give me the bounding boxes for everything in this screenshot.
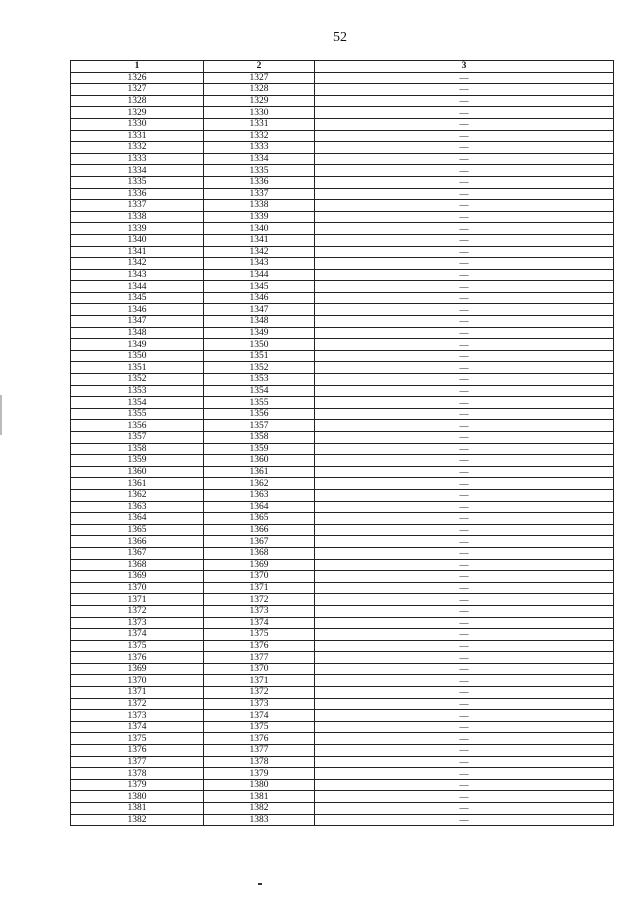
table-cell-col2: 1352: [204, 362, 315, 374]
table-cell-col2: 1383: [204, 814, 315, 826]
table-cell-col2: 1356: [204, 408, 315, 420]
table-cell-col2: 1358: [204, 432, 315, 444]
table-cell-col1: 1343: [71, 269, 204, 281]
table-cell-col3: —: [315, 374, 614, 386]
table-cell-col3: —: [315, 571, 614, 583]
table-row: [71, 420, 614, 432]
table-cell-col3: —: [315, 675, 614, 687]
table-row: [71, 652, 614, 664]
table-cell-col2: 1363: [204, 489, 315, 501]
table-cell-col2: 1376: [204, 640, 315, 652]
table-row: [71, 234, 614, 246]
table-row: [71, 629, 614, 641]
table-cell-col2: 1366: [204, 524, 315, 536]
table-cell-col2: 1374: [204, 710, 315, 722]
table-row: [71, 501, 614, 513]
table-cell-col2: 1332: [204, 130, 315, 142]
table-cell-col3: —: [315, 617, 614, 629]
table-cell-col3: —: [315, 327, 614, 339]
table-cell-col1: 1326: [71, 72, 204, 84]
table-cell-col2: 1378: [204, 756, 315, 768]
table-cell-col3: —: [315, 153, 614, 165]
table-cell-col1: 1364: [71, 513, 204, 525]
table-cell-col3: —: [315, 211, 614, 223]
table-row: [71, 698, 614, 710]
table-cell-col2: 1360: [204, 455, 315, 467]
table-cell-col1: 1327: [71, 84, 204, 96]
table-cell-col2: 1353: [204, 374, 315, 386]
table-cell-col3: —: [315, 107, 614, 119]
scan-edge-mark: [0, 395, 2, 435]
footer-mark: [258, 883, 262, 885]
table-cell-col3: —: [315, 640, 614, 652]
table-cell-col2: 1351: [204, 350, 315, 362]
table-cell-col2: 1361: [204, 466, 315, 478]
table-cell-col1: 1337: [71, 200, 204, 212]
table-cell-col1: 1342: [71, 258, 204, 270]
table-cell-col1: 1355: [71, 408, 204, 420]
table-cell-col3: —: [315, 118, 614, 130]
table-cell-col1: 1376: [71, 652, 204, 664]
table-cell-col2: 1336: [204, 176, 315, 188]
table-row: [71, 176, 614, 188]
table-cell-col1: 1338: [71, 211, 204, 223]
table-cell-col1: 1362: [71, 489, 204, 501]
table-row: [71, 200, 614, 212]
table-cell-col1: 1363: [71, 501, 204, 513]
table-cell-col2: 1375: [204, 629, 315, 641]
table-row: [71, 803, 614, 815]
table-cell-col1: 1382: [71, 814, 204, 826]
table-cell-col2: 1368: [204, 547, 315, 559]
table-cell-col3: —: [315, 281, 614, 293]
table-row: [71, 663, 614, 675]
table-cell-col1: 1333: [71, 153, 204, 165]
table-cell-col1: 1339: [71, 223, 204, 235]
table-cell-col2: 1340: [204, 223, 315, 235]
table-cell-col3: —: [315, 165, 614, 177]
table-cell-col1: 1374: [71, 629, 204, 641]
table-cell-col3: —: [315, 72, 614, 84]
table-cell-col2: 1379: [204, 768, 315, 780]
table-cell-col1: 1353: [71, 385, 204, 397]
table-row: [71, 142, 614, 154]
table-cell-col1: 1328: [71, 95, 204, 107]
table-cell-col1: 1376: [71, 745, 204, 757]
table-cell-col2: 1333: [204, 142, 315, 154]
table-cell-col2: 1338: [204, 200, 315, 212]
table-row: [71, 571, 614, 583]
table-cell-col3: —: [315, 223, 614, 235]
table-cell-col1: 1341: [71, 246, 204, 258]
table-cell-col2: 1370: [204, 663, 315, 675]
table-cell-col3: —: [315, 698, 614, 710]
table-cell-col3: —: [315, 733, 614, 745]
table-cell-col3: —: [315, 304, 614, 316]
table-cell-col2: 1374: [204, 617, 315, 629]
table-cell-col3: —: [315, 397, 614, 409]
table-cell-col3: —: [315, 501, 614, 513]
table-cell-col2: 1348: [204, 316, 315, 328]
table-row: [71, 130, 614, 142]
table-cell-col3: —: [315, 559, 614, 571]
table-row: [71, 779, 614, 791]
table-cell-col1: 1329: [71, 107, 204, 119]
table-row: [71, 443, 614, 455]
table-row: [71, 745, 614, 757]
table-cell-col3: —: [315, 339, 614, 351]
table-cell-col2: 1377: [204, 745, 315, 757]
table-cell-col3: —: [315, 84, 614, 96]
table-row: [71, 374, 614, 386]
table-row: [71, 559, 614, 571]
table-row: [71, 675, 614, 687]
table-cell-col2: 1339: [204, 211, 315, 223]
table-cell-col1: 1374: [71, 721, 204, 733]
table-cell-col2: 1331: [204, 118, 315, 130]
table-row: [71, 687, 614, 699]
table-cell-col3: —: [315, 362, 614, 374]
table-row: [71, 350, 614, 362]
table-cell-col1: 1349: [71, 339, 204, 351]
table-row: [71, 95, 614, 107]
table-row: [71, 223, 614, 235]
table-cell-col3: —: [315, 316, 614, 328]
table-cell-col2: 1337: [204, 188, 315, 200]
table-cell-col3: —: [315, 652, 614, 664]
page-number: 52: [333, 30, 347, 45]
table-cell-col3: —: [315, 803, 614, 815]
table-cell-col1: 1381: [71, 803, 204, 815]
column-header-3: 3: [315, 61, 614, 73]
table-cell-col1: 1373: [71, 710, 204, 722]
table-cell-col3: —: [315, 130, 614, 142]
table-cell-col1: 1348: [71, 327, 204, 339]
table-cell-col3: —: [315, 432, 614, 444]
table-cell-col3: —: [315, 721, 614, 733]
table-cell-col3: —: [315, 513, 614, 525]
table-row: [71, 768, 614, 780]
table-cell-col3: —: [315, 188, 614, 200]
table-cell-col2: 1327: [204, 72, 315, 84]
table-cell-col3: —: [315, 350, 614, 362]
table-cell-col1: 1377: [71, 756, 204, 768]
table-cell-col1: 1380: [71, 791, 204, 803]
table-cell-col3: —: [315, 594, 614, 606]
table-cell-col1: 1372: [71, 698, 204, 710]
table-cell-col1: 1334: [71, 165, 204, 177]
table-cell-col3: —: [315, 246, 614, 258]
table-row: [71, 408, 614, 420]
table-cell-col2: 1367: [204, 536, 315, 548]
table-cell-col3: —: [315, 745, 614, 757]
table-cell-col1: 1330: [71, 118, 204, 130]
table-cell-col1: 1359: [71, 455, 204, 467]
table-row: [71, 397, 614, 409]
table-cell-col2: 1382: [204, 803, 315, 815]
table-row: [71, 362, 614, 374]
table-cell-col1: 1352: [71, 374, 204, 386]
table-row: [71, 478, 614, 490]
table-cell-col3: —: [315, 779, 614, 791]
table-cell-col2: 1372: [204, 594, 315, 606]
table-row: [71, 165, 614, 177]
table-cell-col2: 1346: [204, 292, 315, 304]
table-row: [71, 547, 614, 559]
table-body: [71, 72, 614, 826]
table-cell-col2: 1371: [204, 582, 315, 594]
table-row: [71, 466, 614, 478]
table-cell-col1: 1350: [71, 350, 204, 362]
table-cell-col3: —: [315, 524, 614, 536]
table-cell-col3: —: [315, 142, 614, 154]
table-cell-col3: —: [315, 420, 614, 432]
table-cell-col2: 1370: [204, 571, 315, 583]
table-cell-col2: 1342: [204, 246, 315, 258]
table-cell-col2: 1375: [204, 721, 315, 733]
table-cell-col2: 1362: [204, 478, 315, 490]
table-row: [71, 721, 614, 733]
table-cell-col2: 1376: [204, 733, 315, 745]
table-cell-col1: 1356: [71, 420, 204, 432]
table-cell-col2: 1372: [204, 687, 315, 699]
table-cell-col2: 1369: [204, 559, 315, 571]
table-cell-col2: 1373: [204, 605, 315, 617]
table-cell-col2: 1364: [204, 501, 315, 513]
table-cell-col1: 1372: [71, 605, 204, 617]
table-row: [71, 327, 614, 339]
column-header-1: 1: [71, 61, 204, 73]
table-cell-col2: 1345: [204, 281, 315, 293]
table-row: [71, 258, 614, 270]
table-cell-col2: 1357: [204, 420, 315, 432]
table-cell-col1: 1370: [71, 675, 204, 687]
table-cell-col3: —: [315, 292, 614, 304]
table-row: [71, 455, 614, 467]
table-cell-col1: 1371: [71, 594, 204, 606]
table-cell-col1: 1344: [71, 281, 204, 293]
table-cell-col2: 1334: [204, 153, 315, 165]
table-cell-col2: 1377: [204, 652, 315, 664]
table-row: [71, 211, 614, 223]
table-cell-col3: —: [315, 455, 614, 467]
table-row: [71, 605, 614, 617]
column-header-2: 2: [204, 61, 315, 73]
table-cell-col3: —: [315, 547, 614, 559]
table-cell-col2: 1330: [204, 107, 315, 119]
table-row: [71, 281, 614, 293]
table-cell-col1: 1373: [71, 617, 204, 629]
table-cell-col2: 1335: [204, 165, 315, 177]
table-row: [71, 536, 614, 548]
table-cell-col3: —: [315, 443, 614, 455]
table-row: [71, 617, 614, 629]
table-cell-col1: 1351: [71, 362, 204, 374]
table-row: [71, 432, 614, 444]
table-cell-col3: —: [315, 466, 614, 478]
table-cell-col2: 1354: [204, 385, 315, 397]
table-cell-col2: 1328: [204, 84, 315, 96]
table-cell-col2: 1381: [204, 791, 315, 803]
table-cell-col3: —: [315, 489, 614, 501]
table-row: [71, 188, 614, 200]
table-cell-col3: —: [315, 605, 614, 617]
table-cell-col2: 1359: [204, 443, 315, 455]
table-cell-col1: 1375: [71, 733, 204, 745]
table-row: [71, 640, 614, 652]
table-cell-col1: 1347: [71, 316, 204, 328]
table-cell-col2: 1344: [204, 269, 315, 281]
table-cell-col2: 1380: [204, 779, 315, 791]
table-cell-col1: 1346: [71, 304, 204, 316]
table-cell-col3: —: [315, 176, 614, 188]
table-cell-col1: 1340: [71, 234, 204, 246]
table-row: [71, 814, 614, 826]
table-row: [71, 107, 614, 119]
table-cell-col1: 1367: [71, 547, 204, 559]
table-row: [71, 246, 614, 258]
table-row: [71, 292, 614, 304]
table-cell-col3: —: [315, 768, 614, 780]
table-cell-col1: 1371: [71, 687, 204, 699]
table-cell-col2: 1341: [204, 234, 315, 246]
table-cell-col2: 1355: [204, 397, 315, 409]
table-cell-col1: 1345: [71, 292, 204, 304]
table-cell-col1: 1361: [71, 478, 204, 490]
table-cell-col3: —: [315, 687, 614, 699]
table-cell-col1: 1368: [71, 559, 204, 571]
table-row: [71, 594, 614, 606]
table-cell-col3: —: [315, 582, 614, 594]
table-row: [71, 756, 614, 768]
table-cell-col1: 1365: [71, 524, 204, 536]
table-row: [71, 582, 614, 594]
table-cell-col2: 1343: [204, 258, 315, 270]
table-cell-col3: —: [315, 536, 614, 548]
table-row: [71, 791, 614, 803]
table-cell-col1: 1378: [71, 768, 204, 780]
table-cell-col3: —: [315, 478, 614, 490]
table-cell-col1: 1375: [71, 640, 204, 652]
table-row: [71, 316, 614, 328]
table-cell-col1: 1369: [71, 571, 204, 583]
table-header-row: [71, 61, 614, 73]
table-cell-col1: 1331: [71, 130, 204, 142]
data-table: [70, 60, 614, 826]
table-cell-col3: —: [315, 791, 614, 803]
table-cell-col1: 1366: [71, 536, 204, 548]
table-cell-col1: 1332: [71, 142, 204, 154]
table-cell-col1: 1369: [71, 663, 204, 675]
table-cell-col3: —: [315, 710, 614, 722]
table-row: [71, 118, 614, 130]
table-cell-col2: 1373: [204, 698, 315, 710]
table-cell-col1: 1379: [71, 779, 204, 791]
table-cell-col1: 1370: [71, 582, 204, 594]
table-cell-col1: 1358: [71, 443, 204, 455]
table-cell-col1: 1336: [71, 188, 204, 200]
table-cell-col3: —: [315, 234, 614, 246]
table-cell-col2: 1329: [204, 95, 315, 107]
table-row: [71, 524, 614, 536]
table-row: [71, 269, 614, 281]
table-row: [71, 153, 614, 165]
table-cell-col3: —: [315, 756, 614, 768]
table-cell-col3: —: [315, 95, 614, 107]
table-row: [71, 489, 614, 501]
table-cell-col3: —: [315, 408, 614, 420]
table-row: [71, 84, 614, 96]
table-cell-col2: 1371: [204, 675, 315, 687]
table-cell-col1: 1335: [71, 176, 204, 188]
table-cell-col3: —: [315, 385, 614, 397]
table-cell-col2: 1349: [204, 327, 315, 339]
table-cell-col2: 1365: [204, 513, 315, 525]
table-cell-col3: —: [315, 269, 614, 281]
table-cell-col1: 1360: [71, 466, 204, 478]
table-cell-col2: 1347: [204, 304, 315, 316]
table-cell-col1: 1357: [71, 432, 204, 444]
table-row: [71, 710, 614, 722]
table-row: [71, 72, 614, 84]
table-row: [71, 513, 614, 525]
table-cell-col3: —: [315, 200, 614, 212]
table-row: [71, 733, 614, 745]
table-row: [71, 339, 614, 351]
table-cell-col1: 1354: [71, 397, 204, 409]
table-row: [71, 304, 614, 316]
table-cell-col3: —: [315, 629, 614, 641]
table-row: [71, 385, 614, 397]
table-cell-col2: 1350: [204, 339, 315, 351]
table-cell-col3: —: [315, 258, 614, 270]
table-cell-col3: —: [315, 663, 614, 675]
table-cell-col3: —: [315, 814, 614, 826]
